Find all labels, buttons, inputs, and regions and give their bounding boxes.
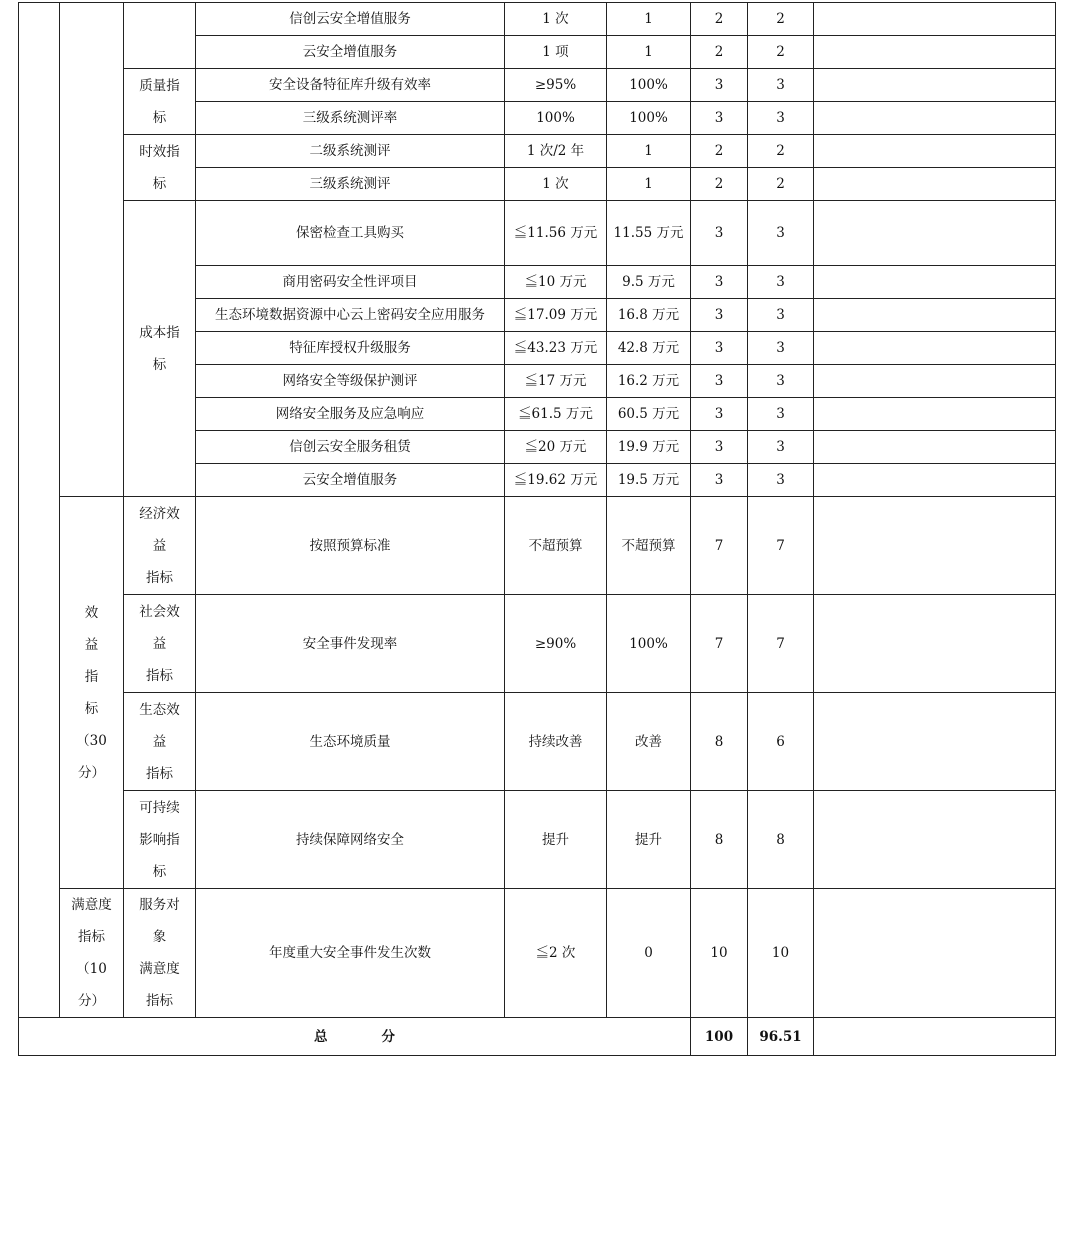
actual-value: 不超预算 — [607, 497, 691, 595]
weight-value: 8 — [691, 693, 748, 791]
category-label-line: 益 — [152, 635, 167, 652]
level1-benefit-cell — [60, 497, 124, 889]
category-label-line: 标 — [152, 356, 167, 373]
indicator-name: 保密检查工具购买 — [196, 201, 505, 266]
indicator-name: 云安全增值服务 — [196, 36, 505, 69]
target-value: ≦17.09 万元 — [505, 299, 607, 332]
category-label-line: 经济效 — [139, 505, 180, 522]
category-label-line: 满意度 — [139, 961, 180, 977]
category-label-line: 生态效 — [139, 701, 180, 718]
note-cell — [814, 266, 1056, 299]
level1-label-line: 标 — [84, 700, 99, 717]
indicator-name: 三级系统测评率 — [196, 102, 505, 135]
score-value: 3 — [748, 464, 814, 497]
table-row — [19, 889, 1056, 1018]
actual-value: 9.5 万元 — [607, 266, 691, 299]
level1-label-line: 效 — [84, 604, 99, 621]
actual-value: 11.55 万元 — [607, 201, 691, 266]
target-value: ≦61.5 万元 — [505, 398, 607, 431]
weight-value: 3 — [691, 299, 748, 332]
indicator-name: 特征库授权升级服务 — [196, 332, 505, 365]
weight-value: 3 — [691, 102, 748, 135]
target-value: 1 次/2 年 — [505, 135, 607, 168]
category-label-line: 象 — [152, 929, 167, 945]
weight-value: 7 — [691, 497, 748, 595]
actual-value: 42.8 万元 — [607, 332, 691, 365]
note-cell — [814, 791, 1056, 889]
category-label-line: 标 — [152, 175, 167, 192]
table-row — [19, 69, 1056, 102]
total-label-right: 分 — [381, 1028, 395, 1045]
actual-value: 16.2 万元 — [607, 365, 691, 398]
category-label-line: 益 — [152, 537, 167, 554]
note-cell — [814, 3, 1056, 36]
category-label-line: 标 — [152, 109, 167, 126]
indicator-name: 商用密码安全性评项目 — [196, 266, 505, 299]
indicator-name: 信创云安全增值服务 — [196, 3, 505, 36]
category-label-line: 可持续 — [139, 799, 180, 816]
target-value: ≦19.62 万元 — [505, 464, 607, 497]
score-value: 8 — [748, 791, 814, 889]
category-label-line: 质量指 — [139, 77, 180, 94]
note-cell — [814, 201, 1056, 266]
note-cell — [814, 889, 1056, 1018]
indicator-name: 信创云安全服务租赁 — [196, 431, 505, 464]
category-label-line: 服务对 — [139, 897, 180, 913]
total-note — [814, 1018, 1056, 1056]
total-score: 96.51 — [748, 1018, 814, 1056]
weight-value: 8 — [691, 791, 748, 889]
weight-value: 3 — [691, 266, 748, 299]
category-label-line: 指标 — [146, 667, 173, 684]
weight-value: 7 — [691, 595, 748, 693]
target-value: 提升 — [505, 791, 607, 889]
score-value: 3 — [748, 102, 814, 135]
target-value: 1 次 — [505, 3, 607, 36]
category-label-line: 成本指 — [139, 324, 180, 341]
indicator-name: 年度重大安全事件发生次数 — [196, 889, 505, 1018]
category-cell-quality — [124, 69, 196, 135]
category-cell-cost — [124, 201, 196, 497]
note-cell — [814, 168, 1056, 201]
actual-value: 1 — [607, 135, 691, 168]
actual-value: 1 — [607, 36, 691, 69]
level1-label-line: 分） — [78, 993, 105, 1009]
level1-label-line: （10 — [76, 961, 107, 977]
weight-value: 3 — [691, 464, 748, 497]
table-row — [19, 135, 1056, 168]
indicator-name: 安全事件发现率 — [196, 595, 505, 693]
actual-value: 改善 — [607, 693, 691, 791]
weight-value: 3 — [691, 365, 748, 398]
weight-value: 2 — [691, 135, 748, 168]
score-value: 2 — [748, 168, 814, 201]
category-cell-economic — [124, 497, 196, 595]
category-cell-sustainable — [124, 791, 196, 889]
score-value: 2 — [748, 36, 814, 69]
weight-value: 3 — [691, 332, 748, 365]
category-label-line: 指标 — [146, 993, 173, 1009]
actual-value: 19.5 万元 — [607, 464, 691, 497]
weight-value: 3 — [691, 398, 748, 431]
total-row — [19, 1018, 1056, 1056]
note-cell — [814, 102, 1056, 135]
indicator-name: 按照预算标准 — [196, 497, 505, 595]
note-cell — [814, 398, 1056, 431]
level1-label-line: 满意度 — [71, 897, 112, 913]
target-value: 1 项 — [505, 36, 607, 69]
note-cell — [814, 69, 1056, 102]
target-value: 持续改善 — [505, 693, 607, 791]
score-value: 3 — [748, 69, 814, 102]
score-value: 3 — [748, 266, 814, 299]
indicator-name: 网络安全服务及应急响应 — [196, 398, 505, 431]
note-cell — [814, 431, 1056, 464]
note-cell — [814, 595, 1056, 693]
target-value: ≥95% — [505, 69, 607, 102]
actual-value: 提升 — [607, 791, 691, 889]
category-cell-timeliness — [124, 135, 196, 201]
category-label-line: 影响指 — [139, 831, 180, 848]
indicator-name: 生态环境数据资源中心云上密码安全应用服务 — [196, 299, 505, 332]
score-value: 3 — [748, 201, 814, 266]
category-cell-quantity — [124, 3, 196, 69]
score-value: 3 — [748, 365, 814, 398]
level1-label-line: 益 — [84, 636, 99, 653]
weight-value: 3 — [691, 69, 748, 102]
weight-value: 2 — [691, 3, 748, 36]
score-value: 7 — [748, 595, 814, 693]
category-cell-service — [124, 889, 196, 1018]
actual-value: 0 — [607, 889, 691, 1018]
actual-value: 60.5 万元 — [607, 398, 691, 431]
actual-value: 100% — [607, 102, 691, 135]
category-cell-social — [124, 595, 196, 693]
score-value: 3 — [748, 398, 814, 431]
note-cell — [814, 693, 1056, 791]
actual-value: 19.9 万元 — [607, 431, 691, 464]
level1-label-line: 指 — [84, 668, 99, 685]
score-value: 2 — [748, 135, 814, 168]
level1-label-line: 指标 — [78, 929, 105, 945]
actual-value: 16.8 万元 — [607, 299, 691, 332]
table-row — [19, 201, 1056, 266]
weight-value: 3 — [691, 431, 748, 464]
target-value: ≦11.56 万元 — [505, 201, 607, 266]
category-label-line: 标 — [152, 863, 167, 880]
total-label-left: 总 — [314, 1028, 328, 1045]
level0-cell — [19, 3, 60, 1018]
performance-table — [18, 2, 1056, 1056]
note-cell — [814, 135, 1056, 168]
actual-value: 100% — [607, 595, 691, 693]
note-cell — [814, 464, 1056, 497]
actual-value: 1 — [607, 168, 691, 201]
note-cell — [814, 299, 1056, 332]
total-weight: 100 — [691, 1018, 748, 1056]
category-label-line: 指标 — [146, 569, 173, 586]
target-value: ≥90% — [505, 595, 607, 693]
indicator-name: 安全设备特征库升级有效率 — [196, 69, 505, 102]
category-label-line: 时效指 — [139, 143, 180, 160]
table-row — [19, 3, 1056, 36]
score-value: 3 — [748, 299, 814, 332]
indicator-name: 生态环境质量 — [196, 693, 505, 791]
level1-label-line: 分） — [78, 764, 105, 781]
weight-value: 2 — [691, 36, 748, 69]
table-row — [19, 595, 1056, 693]
actual-value: 1 — [607, 3, 691, 36]
table-row — [19, 791, 1056, 889]
category-label-line: 益 — [152, 733, 167, 750]
note-cell — [814, 332, 1056, 365]
weight-value: 3 — [691, 201, 748, 266]
score-value: 10 — [748, 889, 814, 1018]
note-cell — [814, 497, 1056, 595]
score-value: 6 — [748, 693, 814, 791]
actual-value: 100% — [607, 69, 691, 102]
weight-value: 2 — [691, 168, 748, 201]
score-value: 3 — [748, 332, 814, 365]
target-value: ≦43.23 万元 — [505, 332, 607, 365]
target-value: ≦17 万元 — [505, 365, 607, 398]
target-value: 100% — [505, 102, 607, 135]
note-cell — [814, 365, 1056, 398]
category-label-line: 指标 — [146, 765, 173, 782]
target-value: 不超预算 — [505, 497, 607, 595]
score-value: 7 — [748, 497, 814, 595]
level1-label-line: （30 — [76, 732, 107, 749]
target-value: ≦20 万元 — [505, 431, 607, 464]
note-cell — [814, 36, 1056, 69]
indicator-name: 持续保障网络安全 — [196, 791, 505, 889]
table-row — [19, 693, 1056, 791]
level1-satisfaction-cell — [60, 889, 124, 1018]
target-value: 1 次 — [505, 168, 607, 201]
table-row — [19, 497, 1056, 595]
category-label-line: 社会效 — [139, 603, 180, 620]
indicator-name: 二级系统测评 — [196, 135, 505, 168]
total-label — [19, 1018, 691, 1056]
indicator-name: 云安全增值服务 — [196, 464, 505, 497]
weight-value: 10 — [691, 889, 748, 1018]
level1-output-cell — [60, 3, 124, 497]
indicator-name: 网络安全等级保护测评 — [196, 365, 505, 398]
category-cell-ecological — [124, 693, 196, 791]
indicator-name: 三级系统测评 — [196, 168, 505, 201]
score-value: 2 — [748, 3, 814, 36]
score-value: 3 — [748, 431, 814, 464]
target-value: ≦10 万元 — [505, 266, 607, 299]
target-value: ≦2 次 — [505, 889, 607, 1018]
